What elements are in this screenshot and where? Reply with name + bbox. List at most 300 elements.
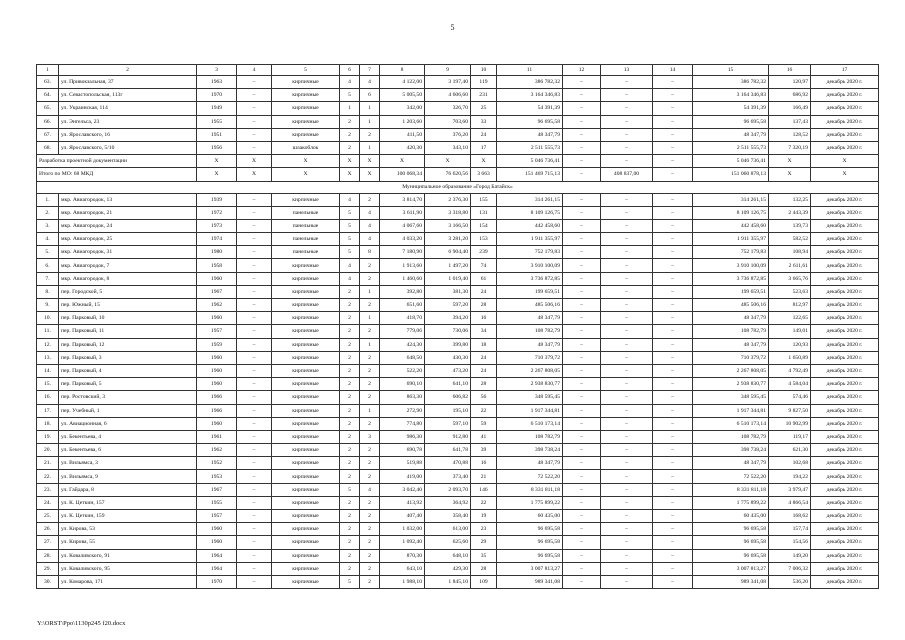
table-cell: декабрь 2020 г.	[811, 141, 879, 154]
table-cell: –	[653, 523, 693, 536]
table-cell: 21.	[37, 457, 59, 470]
table-cell: декабрь 2020 г.	[811, 89, 879, 102]
table-cell: –	[601, 510, 653, 523]
table-cell: 199 659,51	[497, 285, 563, 298]
table-cell: 2 376,30	[425, 193, 471, 206]
table-cell: –	[601, 562, 653, 575]
table-cell: –	[601, 404, 653, 417]
table-row	[37, 299, 879, 312]
table-row	[37, 549, 879, 562]
table-cell: Х	[197, 155, 237, 168]
table-cell: –	[237, 378, 272, 391]
table-cell: –	[601, 128, 653, 141]
table-cell: панельные	[272, 206, 340, 219]
table-cell: 8 109 126,75	[497, 206, 563, 219]
table-cell: 1 650,89	[769, 351, 811, 364]
table-cell: –	[601, 285, 653, 298]
table-cell: –	[653, 89, 693, 102]
table-cell: 272,90	[380, 404, 425, 417]
table-cell: кирпичные	[272, 351, 340, 364]
table-cell: 66.	[37, 115, 59, 128]
table-cell: –	[237, 536, 272, 549]
table-cell: 48 347,79	[497, 128, 563, 141]
table-cell: декабрь 2020 г.	[811, 219, 879, 232]
table-cell: 2	[360, 470, 380, 483]
table-cell: 231	[471, 89, 497, 102]
table-cell: 72 522,20	[693, 470, 769, 483]
table-cell: 394,20	[425, 312, 471, 325]
table-cell: –	[601, 364, 653, 377]
table-cell: –	[237, 430, 272, 443]
table-cell: 18.	[37, 417, 59, 430]
table-cell: 2	[360, 351, 380, 364]
table-cell: 413,92	[380, 496, 425, 509]
table-cell: 381,30	[425, 285, 471, 298]
table-cell: 1 917 344,81	[693, 404, 769, 417]
column-number-cell: 5	[272, 65, 340, 76]
table-cell: 151 060 878,13	[693, 168, 769, 181]
table-cell: 3 979,47	[769, 483, 811, 496]
table-cell: панельные	[272, 233, 340, 246]
table-cell: 5	[340, 219, 360, 232]
table-cell: 2	[360, 417, 380, 430]
table-cell: 1 460,60	[380, 272, 425, 285]
table-cell: кирпичные	[272, 76, 340, 89]
table-cell: –	[237, 299, 272, 312]
table-cell: 342,00	[380, 102, 425, 115]
table-cell: декабрь 2020 г.	[811, 272, 879, 285]
table-cell: –	[237, 364, 272, 377]
table-cell: 2	[340, 364, 360, 377]
table-cell: 132,25	[769, 193, 811, 206]
table-cell: 1 917 344,81	[497, 404, 563, 417]
table-cell: –	[563, 299, 601, 312]
table-cell: 2	[360, 510, 380, 523]
table-row	[37, 523, 879, 536]
table-cell: декабрь 2020 г.	[811, 457, 879, 470]
table-row	[37, 404, 879, 417]
table-cell: 1961	[197, 430, 237, 443]
table-cell: 1	[360, 285, 380, 298]
table-cell: ул. Севастопольская, 113г	[59, 89, 197, 102]
table-cell: –	[237, 128, 272, 141]
table-cell: 149,01	[769, 325, 811, 338]
table-cell: 63.	[37, 76, 59, 89]
table-cell: мкр. Авиагородок, 25	[59, 233, 197, 246]
table-cell: 108 782,79	[693, 325, 769, 338]
table-cell: –	[653, 141, 693, 154]
table-cell: 1956	[197, 141, 237, 154]
table-cell: –	[563, 128, 601, 141]
table-cell: 2	[360, 536, 380, 549]
table-cell: 2	[360, 325, 380, 338]
table-cell: 4	[360, 206, 380, 219]
table-row	[37, 128, 879, 141]
column-number-cell: 4	[237, 65, 272, 76]
table-cell: 139,73	[769, 219, 811, 232]
table-cell: ул. Ярославского, 5/10	[59, 141, 197, 154]
table-cell: 76 620,56	[425, 168, 471, 181]
table-cell: 67.	[37, 128, 59, 141]
table-cell: 20.	[37, 444, 59, 457]
table-cell: –	[601, 219, 653, 232]
table-cell: –	[601, 391, 653, 404]
table-cell: декабрь 2020 г.	[811, 351, 879, 364]
table-cell: –	[601, 259, 653, 272]
table-cell: –	[653, 272, 693, 285]
table-cell: –	[237, 404, 272, 417]
table-cell: –	[601, 417, 653, 430]
table-cell: 648,50	[380, 351, 425, 364]
table-cell: 23	[471, 523, 497, 536]
table-cell: 408 837,00	[601, 168, 653, 181]
table-cell: –	[653, 562, 693, 575]
table-cell: 48 347,79	[497, 312, 563, 325]
table-cell: 168,62	[769, 510, 811, 523]
table-cell: 17	[471, 141, 497, 154]
table-cell: 5 005,50	[380, 89, 425, 102]
table-cell: 5.	[37, 246, 59, 259]
table-cell: 690,78	[380, 444, 425, 457]
table-cell: –	[563, 470, 601, 483]
table-cell: 2 611,61	[769, 259, 811, 272]
table-row	[37, 364, 879, 377]
table-cell: декабрь 2020 г.	[811, 523, 879, 536]
table-cell: 24	[471, 285, 497, 298]
table-row	[37, 496, 879, 509]
table-cell: –	[563, 233, 601, 246]
table-cell: декабрь 2020 г.	[811, 338, 879, 351]
table-cell: –	[563, 272, 601, 285]
table-cell: кирпичные	[272, 378, 340, 391]
table-cell: декабрь 2020 г.	[811, 285, 879, 298]
table-cell: 28	[471, 562, 497, 575]
table-cell: –	[563, 115, 601, 128]
table-cell: –	[601, 523, 653, 536]
table-cell: 194,22	[769, 470, 811, 483]
table-cell: 1972	[197, 206, 237, 219]
table-cell: ул. Бекентьева, 4	[59, 430, 197, 443]
table-cell: 1970	[197, 89, 237, 102]
table-cell: 157,74	[769, 523, 811, 536]
table-cell: –	[653, 338, 693, 351]
table-row	[37, 338, 879, 351]
table-cell: 48 347,79	[497, 338, 563, 351]
table-cell: 1960	[197, 378, 237, 391]
table-cell: –	[653, 391, 693, 404]
table-cell: 1960	[197, 417, 237, 430]
table-cell: –	[563, 155, 601, 168]
table-cell: –	[563, 404, 601, 417]
table-cell: 3 166,50	[425, 219, 471, 232]
table-row	[37, 325, 879, 338]
table-row	[37, 285, 879, 298]
table-cell: декабрь 2020 г.	[811, 575, 879, 588]
column-number-cell: 7	[360, 65, 380, 76]
table-cell: 6 904,40	[425, 246, 471, 259]
table-cell: 1.	[37, 193, 59, 206]
table-cell: –	[563, 312, 601, 325]
table-cell: 7 180,90	[380, 246, 425, 259]
table-cell: 326,70	[425, 102, 471, 115]
table-cell: 48 347,79	[693, 312, 769, 325]
table-cell: 68.	[37, 141, 59, 154]
table-cell: 28	[471, 378, 497, 391]
table-cell: декабрь 2020 г.	[811, 115, 879, 128]
table-cell: 5	[340, 246, 360, 259]
table-cell: декабрь 2020 г.	[811, 510, 879, 523]
table-cell: 131	[471, 206, 497, 219]
table-cell: –	[653, 102, 693, 115]
table-row	[37, 562, 879, 575]
table-cell: мкр. Авиагородок, 24	[59, 219, 197, 232]
table-cell: –	[653, 430, 693, 443]
table-cell: 1955	[197, 115, 237, 128]
table-cell: –	[653, 285, 693, 298]
table-cell: 65.	[37, 102, 59, 115]
table-cell: 2	[340, 299, 360, 312]
table-cell: 2	[360, 259, 380, 272]
table-cell: –	[601, 430, 653, 443]
table-cell: –	[563, 141, 601, 154]
table-cell: 122,65	[769, 312, 811, 325]
table-cell: –	[563, 417, 601, 430]
table-cell: 523,63	[769, 285, 811, 298]
table-cell: 574,46	[769, 391, 811, 404]
column-number-cell: 14	[653, 65, 693, 76]
table-cell: –	[563, 483, 601, 496]
table-cell: 48 347,79	[693, 338, 769, 351]
table-cell: 3 164 346,83	[497, 89, 563, 102]
table-cell: 686,92	[769, 89, 811, 102]
table-cell: 96 695,58	[497, 523, 563, 536]
table-cell: 29	[471, 536, 497, 549]
table-cell: шлакоблок	[272, 141, 340, 154]
table-cell: 1 775 899,22	[497, 496, 563, 509]
column-number-cell: 12	[563, 65, 601, 76]
table-cell: 9.	[37, 299, 59, 312]
table-cell: 1959	[197, 338, 237, 351]
table-cell: 912,80	[425, 430, 471, 443]
table-cell: 1949	[197, 102, 237, 115]
table-cell: –	[563, 285, 601, 298]
table-cell: Х	[272, 168, 340, 181]
table-row	[37, 483, 879, 496]
table-cell: 4 584,04	[769, 378, 811, 391]
table-cell: 690,10	[380, 378, 425, 391]
table-cell: 606,82	[425, 391, 471, 404]
column-number-cell: 6	[340, 65, 360, 76]
table-cell: 24	[471, 351, 497, 364]
table-cell: –	[601, 483, 653, 496]
table-cell: Х	[811, 155, 879, 168]
table-cell: 2	[340, 325, 360, 338]
table-cell: 386 782,32	[497, 76, 563, 89]
table-row	[37, 219, 879, 232]
table-cell: 376,20	[425, 128, 471, 141]
table-cell: 10.	[37, 312, 59, 325]
table-cell: декабрь 2020 г.	[811, 496, 879, 509]
table-cell: –	[563, 206, 601, 219]
table-cell: 522,20	[380, 364, 425, 377]
table-cell: 1957	[197, 325, 237, 338]
table-cell: 1 032,00	[380, 523, 425, 536]
table-cell: 11.	[37, 325, 59, 338]
table-row	[37, 510, 879, 523]
table-cell: 730,06	[425, 325, 471, 338]
table-cell: пер. Парковый, 3	[59, 351, 197, 364]
table-cell: 364,92	[425, 496, 471, 509]
table-cell: 4 792,49	[769, 364, 811, 377]
table-cell: –	[237, 272, 272, 285]
table-cell: –	[653, 364, 693, 377]
table-cell: 8 331 811,18	[497, 483, 563, 496]
table-cell: 137,43	[769, 115, 811, 128]
table-cell: 8	[360, 246, 380, 259]
table-row	[37, 444, 879, 457]
table-cell: кирпичные	[272, 470, 340, 483]
table-cell: 2	[340, 470, 360, 483]
design-documentation-row	[37, 155, 879, 168]
table-cell: 3 197,40	[425, 76, 471, 89]
table-cell: –	[653, 168, 693, 181]
table-cell: 119	[471, 76, 497, 89]
table-cell: –	[563, 89, 601, 102]
column-number-cell: 8	[380, 65, 425, 76]
table-cell: 407,40	[380, 510, 425, 523]
table-cell: –	[237, 76, 272, 89]
table-cell: 4 866,54	[769, 496, 811, 509]
table-cell: декабрь 2020 г.	[811, 378, 879, 391]
table-cell: 418,70	[380, 312, 425, 325]
table-cell: –	[237, 575, 272, 588]
table-cell: 14.	[37, 364, 59, 377]
table-cell: 2	[360, 575, 380, 588]
table-row	[37, 470, 879, 483]
table-cell: ул. Вильямса, 9	[59, 470, 197, 483]
table-cell: 108 782,79	[497, 430, 563, 443]
table-cell: 10 902,99	[769, 417, 811, 430]
table-cell: кирпичные	[272, 89, 340, 102]
table-cell: 641,10	[425, 378, 471, 391]
table-cell: 420,30	[380, 141, 425, 154]
table-cell: ул. Бекентьева, 6	[59, 444, 197, 457]
table-cell: кирпичные	[272, 272, 340, 285]
housing-repair-table	[36, 64, 879, 589]
table-cell: 17.	[37, 404, 59, 417]
table-cell: 2 511 555,73	[497, 141, 563, 154]
table-cell: пер. Ростовский, 3	[59, 391, 197, 404]
table-cell: мкр. Авиагородок, 7	[59, 259, 197, 272]
table-cell: 1 911 355,97	[497, 233, 563, 246]
table-cell: 613,00	[425, 523, 471, 536]
table-cell: 3 164 346,83	[693, 89, 769, 102]
table-cell: 2	[340, 417, 360, 430]
table-row	[37, 115, 879, 128]
table-cell: –	[237, 483, 272, 496]
table-cell: 473,20	[425, 364, 471, 377]
table-cell: –	[601, 233, 653, 246]
table-cell: ул. К. Цеткин, 157	[59, 496, 197, 509]
table-cell: 18	[471, 338, 497, 351]
table-cell: 1951	[197, 128, 237, 141]
table-cell: 442 458,60	[497, 219, 563, 232]
table-cell: –	[237, 417, 272, 430]
table-cell: 470,88	[425, 457, 471, 470]
table-cell: 24	[471, 364, 497, 377]
table-cell: 19	[471, 510, 497, 523]
table-cell: –	[601, 206, 653, 219]
table-cell: 485 506,16	[693, 299, 769, 312]
table-cell: пер. Южный, 15	[59, 299, 197, 312]
table-row	[37, 89, 879, 102]
table-cell: –	[237, 470, 272, 483]
table-cell: –	[653, 259, 693, 272]
table-cell: 96 695,58	[497, 536, 563, 549]
table-cell: –	[237, 312, 272, 325]
table-cell: 1 775 899,22	[693, 496, 769, 509]
table-cell: 59	[471, 417, 497, 430]
section-title: Муниципальное образование «Город Батайск»	[37, 181, 879, 193]
column-number-cell: 15	[693, 65, 769, 76]
table-cell: –	[653, 510, 693, 523]
table-cell: кирпичные	[272, 444, 340, 457]
table-cell: 863,30	[380, 391, 425, 404]
table-cell: 1970	[197, 575, 237, 588]
table-cell: кирпичные	[272, 404, 340, 417]
table-cell: 4 606,60	[425, 89, 471, 102]
table-cell: –	[653, 233, 693, 246]
table-cell: –	[601, 338, 653, 351]
table-cell: мкр. Авиагородок, 21	[59, 206, 197, 219]
table-cell: мкр. Авиагородок, 8	[59, 272, 197, 285]
table-row	[37, 141, 879, 154]
table-cell: 430,30	[425, 351, 471, 364]
table-cell: 96 695,58	[693, 115, 769, 128]
table-cell: 7 320,19	[769, 141, 811, 154]
table-cell: 120,97	[769, 76, 811, 89]
table-cell: 703,60	[425, 115, 471, 128]
table-cell: 1953	[197, 470, 237, 483]
table-cell: –	[601, 115, 653, 128]
table-cell: –	[601, 299, 653, 312]
section-title-row	[37, 181, 879, 193]
table-cell: 348 595,45	[497, 391, 563, 404]
table-cell: 597,10	[425, 417, 471, 430]
table-cell: Х	[360, 155, 380, 168]
table-cell: мкр. Авиагородок, 13	[59, 193, 197, 206]
table-cell: 2	[340, 549, 360, 562]
table-cell: декабрь 2020 г.	[811, 233, 879, 246]
table-cell: декабрь 2020 г.	[811, 259, 879, 272]
table-cell: кирпичные	[272, 575, 340, 588]
table-cell: –	[563, 562, 601, 575]
table-cell: –	[653, 246, 693, 259]
table-cell: кирпичные	[272, 536, 340, 549]
table-cell: 151 469 715,13	[497, 168, 563, 181]
table-row	[37, 378, 879, 391]
table-cell: –	[563, 378, 601, 391]
table-row	[37, 76, 879, 89]
table-cell: 1952	[197, 457, 237, 470]
table-cell: –	[563, 510, 601, 523]
table-cell: пер. Парковый, 11	[59, 325, 197, 338]
table-cell: 41	[471, 430, 497, 443]
table-cell: –	[563, 259, 601, 272]
table-cell: –	[237, 246, 272, 259]
table-cell: 348 595,45	[693, 391, 769, 404]
table-cell: –	[237, 89, 272, 102]
